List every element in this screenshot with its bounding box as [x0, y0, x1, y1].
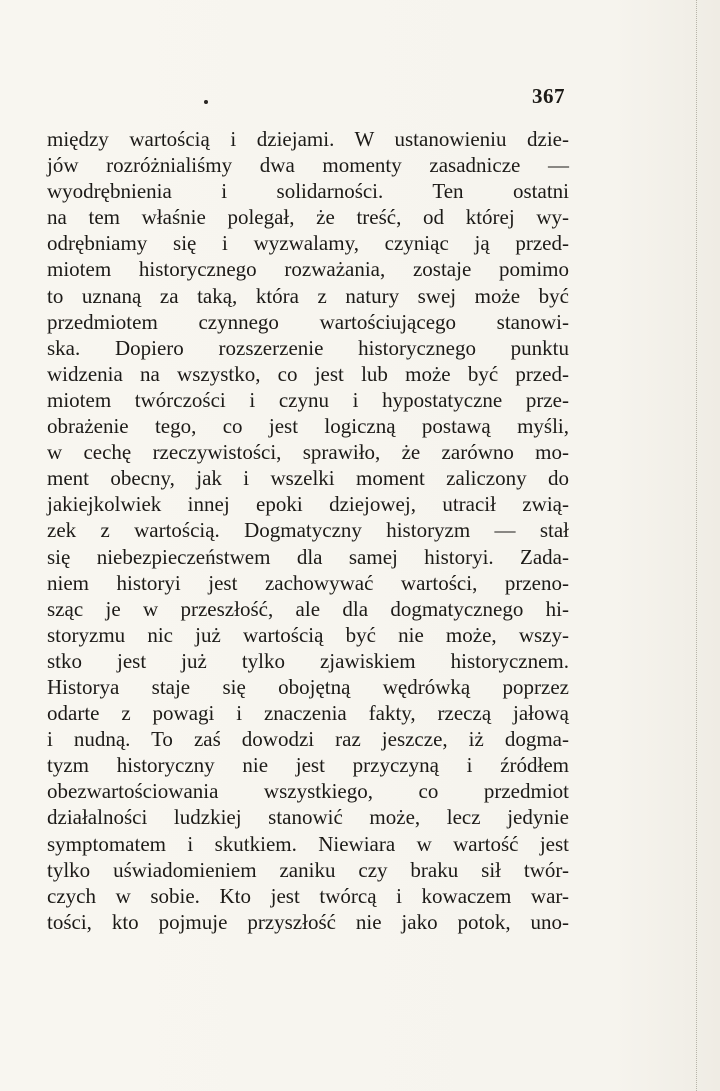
text-line: między wartością i dziejami. W ustanowieniu dzie- [47, 127, 569, 151]
text-line: ment obecny, jak i wszelki moment zaliczony do [47, 466, 569, 491]
text-line: odrębniamy się i wyzwalamy, czyniąc ją przed- [47, 231, 569, 256]
text-line: tylko uświadomieniem zaniku czy braku sił twór- [47, 857, 569, 882]
text-line: czych w sobie. Kto jest twórcą i kowaczem war- [47, 883, 569, 908]
text-line: działalności ludzkiej stanowić może, lecz jedynie [47, 805, 569, 830]
text-line: to uznaną za taką, która z natury swej może być [47, 283, 569, 308]
text-line: miotem twórczości i czynu i hypostatyczne prze- [47, 387, 569, 412]
page-gutter [696, 0, 720, 1091]
text-line: i nudną. To zaś dowodzi raz jeszcze, iż dogma- [47, 727, 569, 752]
text-line: tości, kto pojmuje przyszłość nie jako potok, uno- [47, 909, 569, 934]
text-line: sząc je w przeszłość, ale dla dogmatycznego hi- [47, 596, 569, 621]
text-line: w cechę rzeczywistości, sprawiło, że zarówno mo- [47, 440, 569, 465]
text-line: niem historyi jest zachowywać wartości, przeno- [47, 570, 569, 595]
text-line: Historya staje się obojętną wędrówką poprzez [47, 674, 569, 699]
body-text [47, 126, 569, 935]
text-line: przedmiotem czynnego wartościującego stanowi- [47, 309, 569, 334]
text-line: jakiejkolwiek innej epoki dziejowej, utracił zwią- [47, 492, 569, 517]
print-speck [204, 100, 208, 104]
text-line: ska. Dopiero rozszerzenie historycznego punktu [47, 335, 569, 360]
text-line: stko jest już tylko zjawiskiem historycznem. [47, 648, 569, 673]
text-line: się niebezpieczeństwem dla samej historyi. Zada- [47, 544, 569, 569]
text-line: miotem historycznego rozważania, zostaje pomimo [47, 257, 569, 282]
text-line: jów rozróżnialiśmy dwa momenty zasadnicze — [47, 153, 569, 178]
text-line: zek z wartością. Dogmatyczny historyzm — stał [47, 518, 569, 543]
text-line: tyzm historyczny nie jest przyczyną i źródłem [47, 753, 569, 778]
text-line: obezwartościowania wszystkiego, co przedmiot [47, 779, 569, 804]
page-number: 367 [532, 84, 565, 108]
text-line: na tem właśnie polegał, że treść, od której wy- [47, 205, 569, 230]
text-line: wyodrębnienia i solidarności. Ten ostatni [47, 179, 569, 204]
text-line: widzenia na wszystko, co jest lub może być przed- [47, 361, 569, 386]
text-line: obrażenie tego, co jest logiczną postawą myśli, [47, 414, 569, 439]
text-line: storyzmu nic już wartością być nie może, wszy- [47, 622, 569, 647]
text-line: odarte z powagi i znaczenia fakty, rzeczą jałową [47, 701, 569, 726]
text-line: symptomatem i skutkiem. Niewiara w wartość jest [47, 831, 569, 856]
